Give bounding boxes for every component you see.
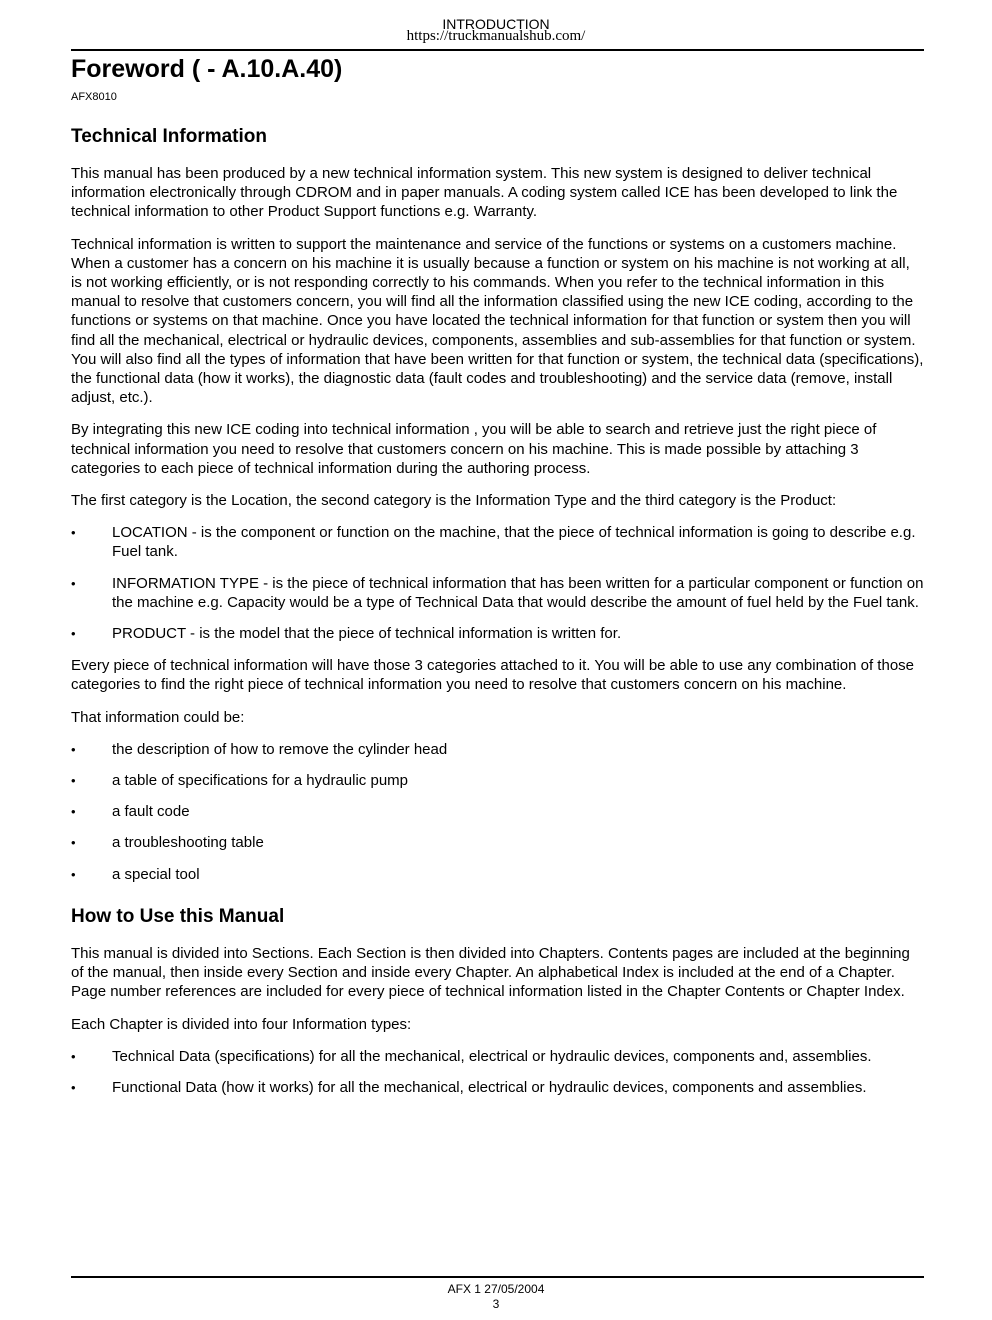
list-item [71, 865, 924, 884]
header-rule [71, 49, 924, 51]
how-to-use-paragraph-1: This manual is divided into Sections. Each Section is then divided into Chapters. Contents pages are included at the beginning of the manual, then inside every Section and inside every Chapter. An alphabetical Index is included at the end of a Chapter. Page number references are included for every piece of technical information listed in the Chapter Contents or Chapter Index. [71, 944, 910, 1001]
list-item [71, 771, 924, 790]
category-list [71, 523, 924, 643]
list-item [71, 1078, 924, 1097]
bullet-icon: • [71, 1048, 76, 1064]
list-item [71, 833, 924, 852]
list-item-text: a special tool [112, 865, 200, 883]
bullet-icon: • [71, 1079, 76, 1095]
list-item [71, 624, 924, 643]
footer-rule [71, 1276, 924, 1278]
page-title: Foreword ( - A.10.A.40) [71, 55, 343, 83]
bullet-icon: • [71, 804, 76, 820]
bullet-icon: • [71, 626, 76, 642]
tech-info-paragraph-5: Every piece of technical information will have those 3 categories attached to it. You will be able to use any combination of those categories to find the right piece of technical information you need to resolve that customers concern on his machine. [71, 657, 915, 694]
list-item-text: Functional Data (how it works) for all the mechanical, electrical or hydraulic devices, components and assemblies. [112, 1078, 867, 1096]
list-item [71, 523, 924, 561]
tech-info-paragraph-3: By integrating this new ICE coding into technical information , you will be able to search and retrieve just the right piece of technical information you need to resolve that customers concern on his machine. This is made possible by attaching 3 categories to each piece of technical information during the authoring process. [71, 421, 877, 477]
example-list [71, 740, 924, 884]
list-item [71, 1047, 924, 1066]
running-header-section: INTRODUCTION [442, 16, 550, 32]
technical-information-heading: Technical Information [71, 126, 268, 147]
tech-info-paragraph-4: The first category is the Location, the second category is the Information Type and the third category is the Product: [71, 492, 837, 510]
list-item-text: a fault code [112, 803, 190, 821]
list-item [71, 740, 924, 759]
watermark-url: https://truckmanualshub.com/ [406, 28, 586, 44]
bullet-icon: • [71, 866, 76, 882]
tech-info-paragraph-1: This manual has been produced by a new technical information system. This new system is designed to deliver technical information electronically through CDROM and in paper manuals. A coding system called ICE has been developed to link the technical information to other Product Support functions e.g. Warranty. [71, 165, 898, 221]
list-item-text: a troubleshooting table [112, 834, 264, 852]
tech-info-paragraph-6: That information could be: [71, 708, 245, 726]
list-item-text: the description of how to remove the cylinder head [112, 740, 448, 758]
document-code: AFX8010 [71, 91, 117, 103]
page-number: 3 [492, 1297, 500, 1311]
bullet-icon: • [71, 835, 76, 851]
list-item [71, 802, 924, 821]
tech-info-paragraph-2: Technical information is written to support the maintenance and service of the functions or systems on a customers machine. When a customer has a concern on his machine it is usually because a function or system on his machine is not working at all, is not working efficiently, or is not responding correctly to his commands. When you refer to the technical information in this manual to resolve that customers concern, you will find all the information classified using the new ICE coding, according to the functions or systems on that machine. Once you have located the technical information for that function or system then you will find all the mechanical, electrical or hydraulic devices, components, assemblies and sub-assemblies for that function or system. You will also find all the types of information that have been written for that function or system, the technical data (specifications), the functional data (how it works), the diagnostic data (fault codes and troubleshooting) and the service data (remove, install adjust, etc.). [71, 235, 924, 407]
footer-document-code: AFX 1 27/05/2004 [447, 1282, 545, 1296]
how-to-use-heading: How to Use this Manual [71, 905, 285, 927]
list-item-text: a table of specifications for a hydraulic pump [112, 772, 408, 790]
list-item-text: INFORMATION TYPE - is the piece of technical information that has been written for a particular component or function on the machine e.g. Capacity would be a type of Technical Data that would describe the amount of fuel held by the Fuel tank. [112, 574, 924, 611]
list-item [71, 574, 924, 612]
page-content [71, 52, 924, 1097]
list-item-text: PRODUCT - is the model that the piece of technical information is written for. [112, 625, 622, 643]
how-to-use-paragraph-2: Each Chapter is divided into four Information types: [71, 1015, 412, 1033]
list-item-text: Technical Data (specifications) for all the mechanical, electrical or hydraulic devices, components and, assemblies. [112, 1047, 872, 1065]
list-item-text: LOCATION - is the component or function on the machine, that the piece of technical information is going to describe e.g. Fuel tank. [112, 524, 916, 561]
bullet-icon: • [71, 741, 76, 757]
bullet-icon: • [71, 525, 76, 541]
bullet-icon: • [71, 773, 76, 789]
information-type-list [71, 1047, 924, 1097]
bullet-icon: • [71, 575, 76, 591]
